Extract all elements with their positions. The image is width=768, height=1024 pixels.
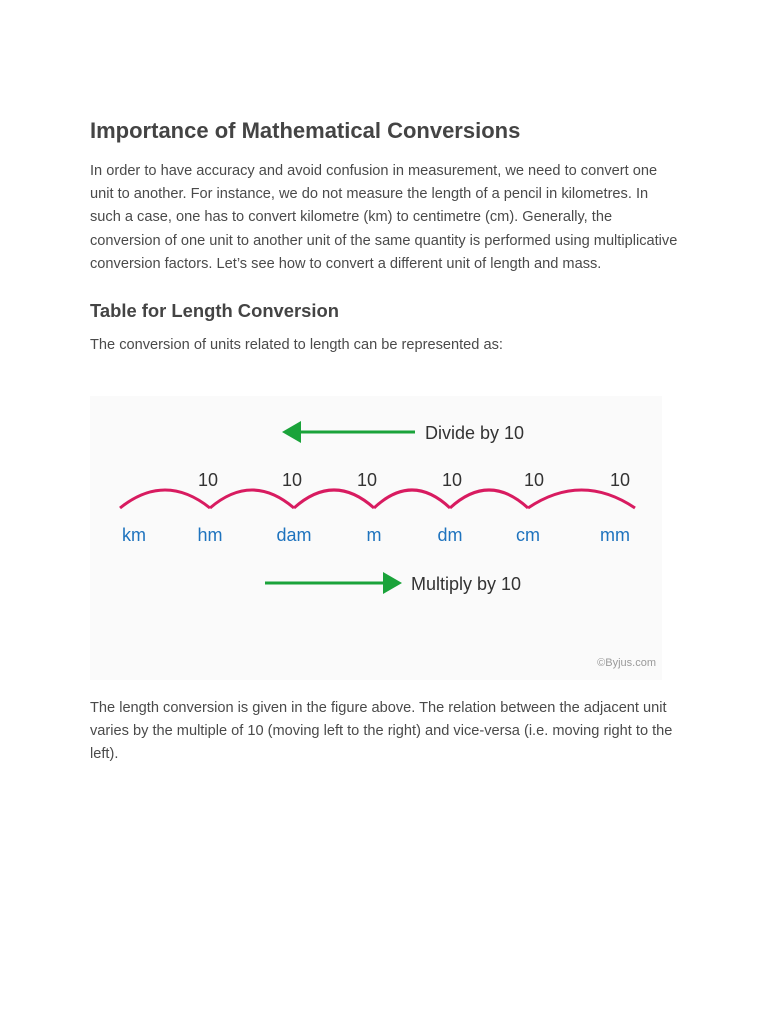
- multiply-label: Multiply by 10: [411, 574, 522, 594]
- divide-label: Divide by 10: [425, 423, 525, 443]
- unit-label-km: km: [122, 525, 146, 545]
- factor-label: 10: [441, 470, 463, 490]
- section-heading: Table for Length Conversion: [90, 300, 339, 322]
- factor-label: 10: [281, 470, 303, 490]
- unit-label-dam: dam: [276, 525, 312, 545]
- closing-paragraph: The length conversion is given in the figure above. The relation between the adjacent unit varies by the multiple of 10 (moving left to the right) and vice-versa (i.e. moving right to the left).: [90, 700, 673, 763]
- factor-label: 10: [197, 470, 219, 490]
- conversion-diagram: [90, 396, 662, 680]
- length-conversion-figure: [90, 396, 662, 680]
- unit-label-mm: mm: [600, 525, 630, 545]
- factor-label: 10: [523, 470, 545, 490]
- unit-label-m: m: [366, 525, 382, 545]
- unit-label-hm: hm: [197, 525, 223, 545]
- figure-credit: ©Byjus.com: [597, 657, 656, 669]
- factor-label: 10: [356, 470, 378, 490]
- factor-label: 10: [609, 470, 631, 490]
- unit-label-dm: dm: [437, 525, 463, 545]
- unit-label-cm: cm: [516, 525, 540, 545]
- intro-paragraph: In order to have accuracy and avoid confusion in measurement, we need to convert one unit to another. For instance, we do not measure the length of a pencil in kilometres. In such a case, one has to convert kilometre (km) to centimetre (cm). Generally, the conversion of one unit to another unit of the same quantity is performed using multiplicative conversion factors. Let’s see how to convert a different unit of length and mass.: [90, 163, 678, 272]
- closing-section: [90, 697, 680, 767]
- page-title: Importance of Mathematical Conversions: [90, 118, 521, 143]
- article-body: [90, 116, 680, 357]
- lead-paragraph: The conversion of units related to length can be represented as:: [90, 337, 503, 354]
